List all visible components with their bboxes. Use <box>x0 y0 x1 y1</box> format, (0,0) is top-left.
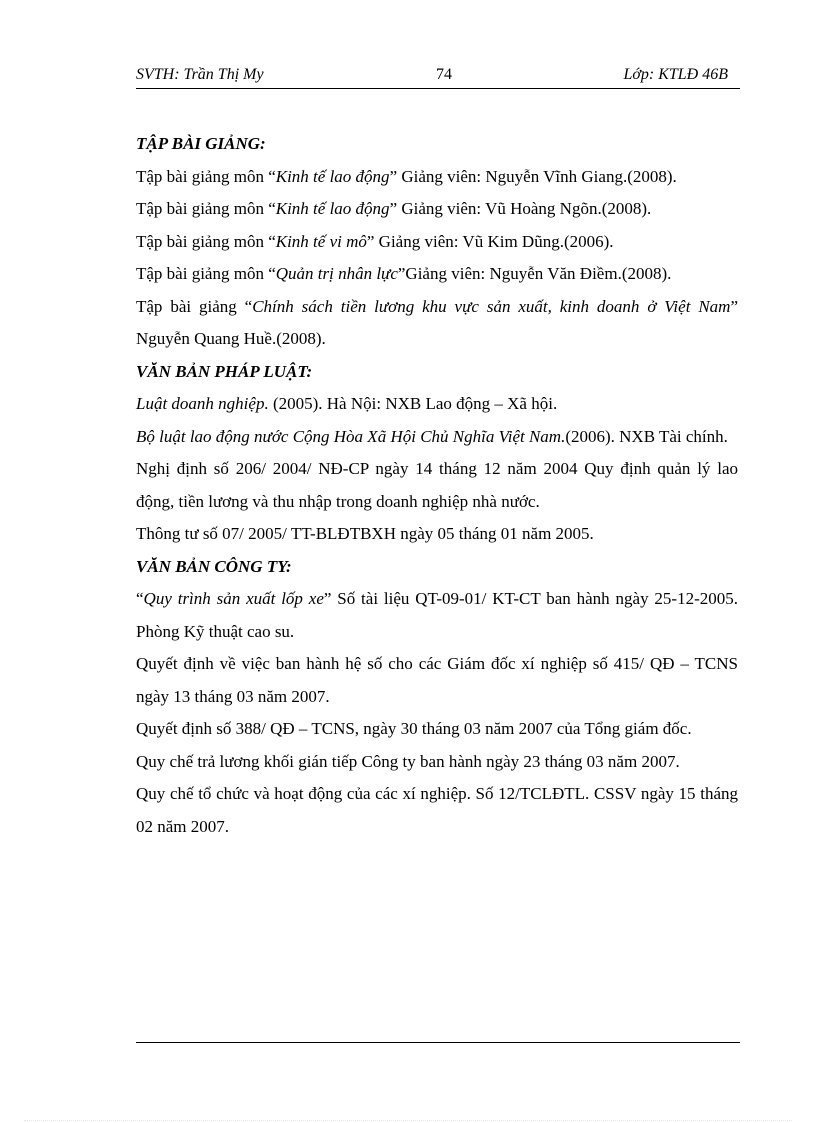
references-body <box>136 128 738 843</box>
reference-item: Tập bài giảng môn “Quản trị nhân lực”Giảng viên: Nguyễn Văn Điềm.(2008). <box>136 264 672 283</box>
section-title-legal-documents: VĂN BẢN PHÁP LUẬT: <box>136 361 313 381</box>
section-title-lectures: TẬP BÀI GIẢNG: <box>136 134 266 153</box>
reference-item: Thông tư số 07/ 2005/ TT-BLĐTBXH ngày 05 tháng 01 năm 2005. <box>136 524 594 543</box>
page-edge-divider <box>24 1120 792 1121</box>
page-header <box>136 64 740 89</box>
reference-item: Quyết định về việc ban hành hệ số cho các Giám đốc xí nghiệp số 415/ QĐ – TCNS ngày 13 tháng 03 năm 2007. <box>136 654 738 706</box>
reference-item: Tập bài giảng “Chính sách tiền lương khu vực sản xuất, kinh doanh ở Việt Nam” Nguyễn Quang Huề.(2008). <box>136 296 738 348</box>
student-name: SVTH: Trần Thị My <box>136 66 264 83</box>
reference-item: Quy chế tổ chức và hoạt động của các xí nghiệp. Số 12/TCLĐTL. CSSV ngày 15 tháng 02 năm 2007. <box>136 784 738 836</box>
footer-divider <box>136 1042 740 1043</box>
reference-item: Tập bài giảng môn “Kinh tế lao động” Giảng viên: Vũ Hoàng Ngõn.(2008). <box>136 199 652 218</box>
reference-item: Tập bài giảng môn “Kinh tế vi mô” Giảng viên: Vũ Kim Dũng.(2006). <box>136 231 614 251</box>
reference-item: Quy chế trả lương khối gián tiếp Công ty ban hành ngày 23 tháng 03 năm 2007. <box>136 751 680 771</box>
reference-item: Luật doanh nghiệp. (2005). Hà Nội: NXB Lao động – Xã hội. <box>136 394 558 413</box>
page-number: 74 <box>436 66 452 83</box>
reference-item: Bộ luật lao động nước Cộng Hòa Xã Hội Chủ Nghĩa Việt Nam.(2006). NXB Tài chính. <box>136 426 728 446</box>
reference-item: Quyết định số 388/ QĐ – TCNS, ngày 30 tháng 03 năm 2007 của Tổng giám đốc. <box>136 719 692 738</box>
section-title-company-documents: VĂN BẢN CÔNG TY: <box>136 556 292 576</box>
reference-item: Nghị định số 206/ 2004/ NĐ-CP ngày 14 tháng 12 năm 2004 Quy định quản lý lao động, tiền lương và thu nhập trong doanh nghiệp nhà nước. <box>136 459 738 511</box>
reference-item: “Quy trình sản xuất lốp xe” Số tài liệu QT-09-01/ KT-CT ban hành ngày 25-12-2005. Phòng Kỹ thuật cao su. <box>136 589 738 641</box>
class-name: Lớp: KTLĐ 46B <box>623 66 728 83</box>
reference-item: Tập bài giảng môn “Kinh tế lao động” Giảng viên: Nguyễn Vĩnh Giang.(2008). <box>136 166 677 186</box>
